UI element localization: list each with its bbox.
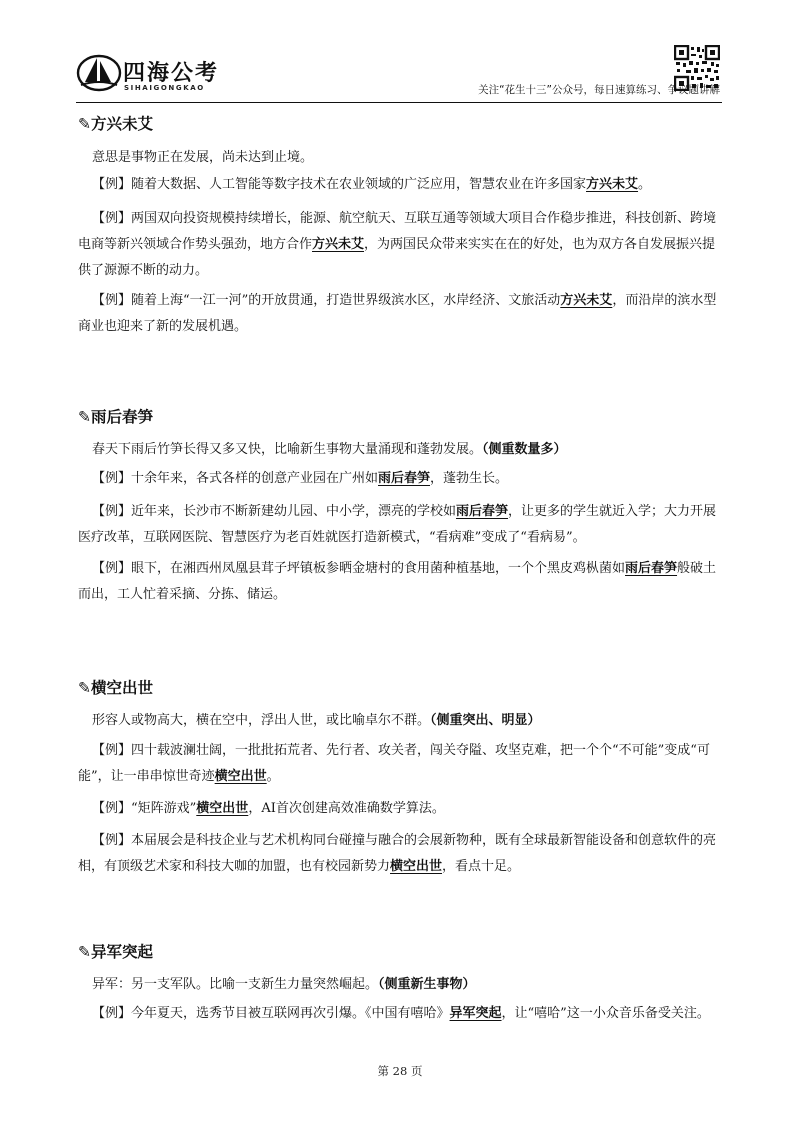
brand-name: 四海公考 bbox=[123, 61, 220, 86]
sailboat-logo-icon bbox=[76, 52, 122, 92]
keyword: 横空出世 bbox=[214, 769, 267, 784]
example-text: ，看点十足。 bbox=[442, 859, 521, 874]
header-slogan: 关注“花生十三”公众号，每日速算练习、争议题讲解 bbox=[478, 84, 720, 96]
example-paragraph bbox=[78, 172, 722, 198]
note: （侧重新生事物） bbox=[378, 977, 476, 992]
example-paragraph bbox=[78, 1001, 722, 1027]
meaning: 形容人或物高大，横在空中，浮出人世，或比喻卓尔不群。 bbox=[92, 713, 431, 728]
keyword: 异军突起 bbox=[449, 1006, 502, 1021]
meaning-text bbox=[78, 145, 722, 171]
example-text: 【例】今年夏天，选秀节目被互联网再次引爆。《中国有嘻哈》 bbox=[92, 1006, 450, 1021]
keyword: 方兴未艾 bbox=[312, 237, 365, 252]
example-text: 。 bbox=[266, 769, 280, 784]
example-paragraph bbox=[78, 828, 722, 880]
keyword: 方兴未艾 bbox=[586, 177, 639, 192]
meaning: 春天下雨后竹笋长得又多又快，比喻新生事物大量涌现和蓬勃发展。 bbox=[92, 442, 483, 457]
section-title: ✎雨后春笋 bbox=[78, 408, 153, 426]
example-text: 【例】随着大数据、人工智能等数字技术在农业领域的广泛应用，智慧农业在许多国家 bbox=[92, 177, 587, 192]
section-title: ✎方兴未艾 bbox=[78, 115, 153, 133]
example-text: ，让更多的学生就近入学；大力开展医疗改革，互联网医院、智慧医疗为老百姓就医打造新模式，“看病难”变成了“看病易”。 bbox=[78, 504, 717, 545]
example-text: 【例】两国双向投资规模持续增长，能源、航空航天、互联互通等领域大项目合作稳步推进，科技创新、跨境电商等新兴领域合作势头强劲，地方合作 bbox=[78, 211, 717, 252]
example-text: 【例】眼下，在湘西州凤凰县茸子坪镇板参晒金塘村的食用菌种植基地，一个个黑皮鸡枞菌如 bbox=[92, 561, 626, 576]
keyword: 方兴未艾 bbox=[560, 293, 613, 308]
example-text: ，而沿岸的滨水型商业也迎来了新的发展机遇。 bbox=[78, 293, 717, 334]
example-text: 般破土而出，工人忙着采摘、分拣、储运。 bbox=[78, 561, 717, 602]
example-text: 【例】本届展会是科技企业与艺术机构同台碰撞与融合的会展新物种，既有全球最新智能设备和创意软件的亮相，有顶级艺术家和科技大咖的加盟，也有校园新势力 bbox=[78, 833, 717, 874]
page-number: 第 28 页 bbox=[377, 1064, 423, 1078]
example-paragraph bbox=[78, 288, 722, 340]
brand-subtitle: SIHAIGONGKAO bbox=[124, 84, 205, 92]
example-paragraph bbox=[78, 738, 722, 790]
section-title: ✎异军突起 bbox=[78, 943, 153, 961]
example-text: 【例】“矩阵游戏” bbox=[92, 801, 197, 816]
note: （侧重数量多） bbox=[482, 442, 567, 457]
example-paragraph bbox=[78, 796, 722, 822]
keyword: 雨后春笋 bbox=[378, 471, 431, 486]
example-text: ，让“嘻哈”这一小众音乐备受关注。 bbox=[501, 1006, 710, 1021]
example-paragraph bbox=[78, 466, 722, 492]
example-text: 。 bbox=[638, 177, 652, 192]
example-text: 【例】随着上海“一江一河”的开放贯通，打造世界级滨水区，水岸经济、文旅活动 bbox=[92, 293, 561, 308]
example-text: ，AI首次创建高效准确数学算法。 bbox=[248, 801, 445, 816]
keyword: 雨后春笋 bbox=[456, 504, 509, 519]
meaning-text bbox=[78, 972, 722, 998]
example-paragraph bbox=[78, 556, 722, 608]
meaning-text bbox=[78, 437, 722, 463]
example-text: 【例】十余年来，各式各样的创意产业园在广州如 bbox=[92, 471, 379, 486]
page-header bbox=[0, 0, 800, 105]
keyword: 雨后春笋 bbox=[625, 561, 678, 576]
example-paragraph bbox=[78, 499, 722, 551]
header-divider bbox=[76, 102, 722, 103]
example-text: 【例】四十载波澜壮阔，一批批拓荒者、先行者、攻关者，闯关夺隘、攻坚克难，把一个个“不可能”变成“可能”，让一串串惊世奇迹 bbox=[78, 743, 710, 784]
note: （侧重突出、明显） bbox=[430, 713, 541, 728]
example-paragraph bbox=[78, 206, 722, 284]
keyword: 横空出世 bbox=[390, 859, 443, 874]
example-text: 【例】近年来，长沙市不断新建幼儿园、中小学，漂亮的学校如 bbox=[92, 504, 457, 519]
keyword: 横空出世 bbox=[196, 801, 249, 816]
example-text: ，为两国民众带来实实在在的好处，也为双方各自发展振兴提供了源源不断的动力。 bbox=[78, 237, 716, 278]
meaning: 意思是事物正在发展，尚未达到止境。 bbox=[92, 150, 314, 165]
example-text: ，蓬勃生长。 bbox=[430, 471, 509, 486]
meaning-text bbox=[78, 708, 722, 734]
section-title: ✎横空出世 bbox=[78, 679, 153, 697]
meaning: 异军：另一支军队。比喻一支新生力量突然崛起。 bbox=[92, 977, 379, 992]
